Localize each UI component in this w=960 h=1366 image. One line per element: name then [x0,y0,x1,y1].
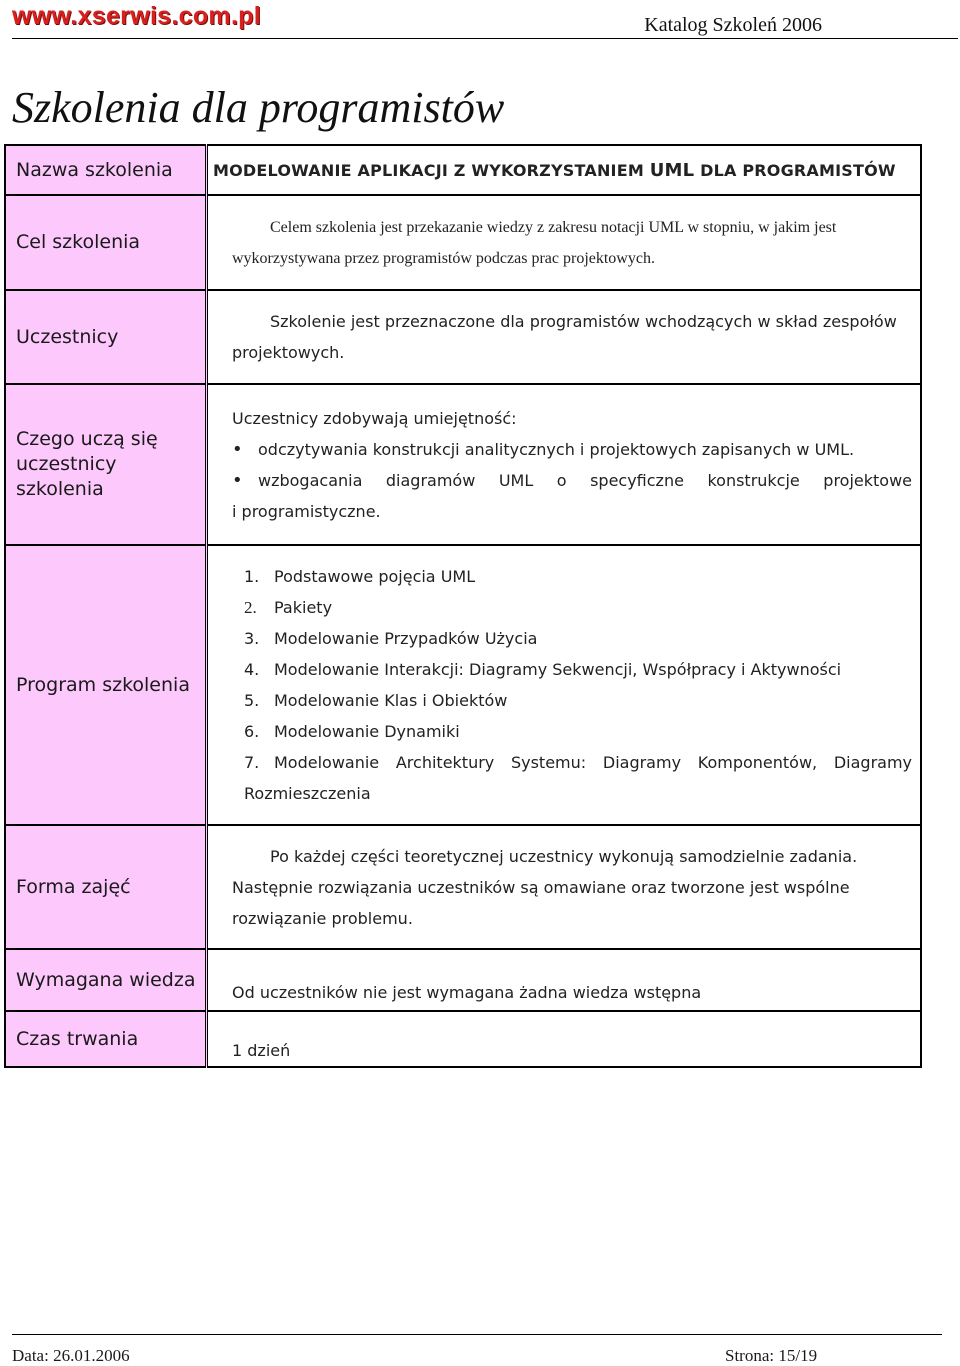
row-skills [5,384,921,545]
list-text: Modelowanie Klas i Obiektów [274,691,508,710]
participants-text: Szkolenie jest przeznaczone dla programistów wchodzących w skład zespołów projektowych. [207,290,922,384]
skills-continuation: i programistyczne. [232,501,381,521]
page-title: Szkolenia dla programistów [12,83,505,132]
label-program: Program szkolenia [5,545,207,825]
list-item [244,685,912,716]
site-logo: www.xserwis.com.pl [12,2,262,30]
row-form [5,825,921,949]
list-number: 1. [244,567,260,586]
course-name-prefix: MODELOWANIE APLIKACJI Z WYKORZYSTANIEM [213,160,650,180]
skills-intro: Uczestnicy zdobywają umiejętność: [232,408,517,428]
row-program [5,545,921,825]
list-text: Modelowanie Interakcji: Diagramy Sekwencji, Współpracy i Aktywności [274,660,842,679]
skills-content [207,384,922,545]
list-number: 3. [244,629,260,648]
list-item [244,592,912,623]
list-item [244,747,912,778]
list-item [244,654,912,685]
list-item: • odczytywania konstrukcji analitycznych i projektowych zapisanych w UML. [232,434,912,465]
label-participants: Uczestnicy [5,290,207,384]
row-duration [5,1011,921,1067]
list-number: 2. [244,598,257,617]
row-goal [5,195,921,290]
row-course-name [5,145,921,195]
program-list [232,561,912,778]
course-name-value [207,145,922,195]
list-item [244,623,912,654]
list-text: Pakiety [274,598,333,617]
label-requirements: Wymagana wiedza [5,949,207,1011]
course-name-uml: UML [649,159,695,181]
label-duration: Czas trwania [5,1011,207,1067]
footer-date: Data: 26.01.2006 [12,1346,130,1365]
program-continuation: Rozmieszczenia [244,784,371,803]
row-requirements [5,949,921,1011]
course-table [4,144,922,1068]
footer-divider [12,1334,942,1335]
goal-text: Celem szkolenia jest przekazanie wiedzy z zakresu notacji UML w stopniu, w jakim jest wykorzystywana przez programistów podczas prac projektowych. [207,195,922,290]
list-number: 4. [244,660,260,679]
label-skills: Czego uczą się uczestnicy szkolenia [5,384,207,545]
list-text: Podstawowe pojęcia UML [274,567,476,586]
list-number: 7. [244,753,260,772]
list-number: 6. [244,722,260,741]
course-name-suffix: DLA PROGRAMISTÓW [694,160,896,180]
list-item [244,716,912,747]
label-goal: Cel szkolenia [5,195,207,290]
header-divider [12,38,958,39]
form-text: Po każdej części teoretycznej uczestnicy wykonują samodzielnie zadania. Następnie rozwiązania uczestników są omawiane oraz tworzone jest wspólne rozwiązanie problemu. [207,825,922,949]
label-course-name: Nazwa szkolenia [5,145,207,195]
list-text: Modelowanie Dynamiki [274,722,460,741]
list-text: Modelowanie Architektury Systemu: Diagramy Komponentów, Diagramy [274,753,912,772]
list-number: 5. [244,691,260,710]
requirements-text: Od uczestników nie jest wymagana żadna wiedza wstępna [207,949,922,1011]
list-item [244,561,912,592]
row-participants [5,290,921,384]
footer-page-number: Strona: 15/19 [725,1346,818,1365]
catalog-title: Katalog Szkoleń 2006 [644,14,822,36]
list-text: Modelowanie Przypadków Użycia [274,629,538,648]
duration-text: 1 dzień [207,1011,922,1067]
program-content [207,545,922,825]
label-form: Forma zajęć [5,825,207,949]
list-item: • wzbogacania diagramów UML o specyficzne konstrukcje projektowe [232,465,912,496]
skills-list [232,434,912,496]
